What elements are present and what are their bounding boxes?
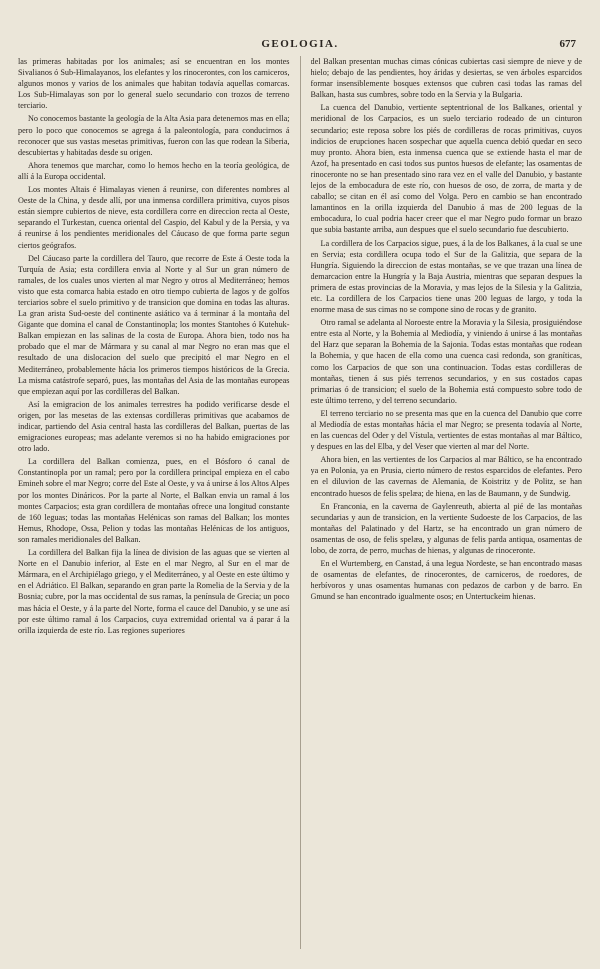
paragraph: las primeras habitadas por los animales; así se encuentran en los montes Sivalianos ó Sub-Himalayanos, los elefantes y los rinocerontes, con los carniceros, algunos monos y varios de los animales que habitan todavía aquellas comarcas. Los Sub-Himalayas son por lo general suelo secundario con trozos de terreno terciario.	[18, 57, 290, 111]
paragraph: En Franconia, en la caverna de Gaylenreuth, abierta al pié de las montañas secundarias y aun de transicion, en la vertiente Sudoeste de los Carpacios, de las montañas del Palatinado y del Hartz, se ha encontrado un gran número de osamentas de oso, de felis spelæa, y algunas de felis parda antiqua, osamentas de lobo, de zorra, de perro, muchas de hienas, y algunas de rinoceronte.	[310, 501, 582, 556]
paragraph: En el Wurtemberg, en Canstad, á una legua Nordeste, se han encontrado masas de osamentas de elefantes, de rinocerontes, de carniceros, de roedores, de herbívoros y unas osamentas humanas con pedazos de carbon y de barro. En Gmund se han encontrado igualmente osos; en Untertuckeim hienas.	[310, 559, 582, 602]
paragraph: Ahora bien, en las vertientes de los Carpacios al mar Báltico, se ha encontrado ya en Polonia, ya en Prusia, cierto número de restos esparcidos de elefantes. Pero en el diluvion de las cavernas de Alemania, de Koistritz y de Politz, se han encontrado huesos de felis spelæa; de hiena, en las de Baumann, y de Sundwig.	[310, 455, 582, 498]
right-column	[311, 56, 583, 949]
text-columns	[18, 56, 582, 949]
paragraph: Así la emigracion de los animales terrestres ha podido verificarse desde el origen, por las mesetas de las extensas cordilleras primitivas que acabamos de indicar, partiendo del Asia central hasta las cordilleras del Balkan, puertas de las emigraciones europeas; mas adelante veremos si no ha habido emigraciones por otro lado.	[18, 399, 290, 454]
paragraph: No conocemos bastante la geología de la Alta Asia para detenernos mas en ella; pero lo poco que conocemos se agrega á la paleontología, para conducirnos á reconocer que sus vastas mesetas primitivas, fueron con las que rodean la Siberia, descubiertas y habitadas desde su origen.	[18, 114, 290, 157]
left-column	[18, 56, 290, 949]
paragraph: La cordillera del Balkan fija la línea de division de las aguas que se vierten al Norte en el Danubio inferior, al Este en el mar Negro, al Sur en el mar de Mármara, en el Archipiélago griego, y el Mediterráneo, y al Oeste en este último y en el Adriático. El Balkan, separando en gran parte la Romelia de la Servia y de la Bosnia; cubre, por la mas occidental de sus ramas, la península de Grecia; un poco mas hácia el Oeste, y á la parte del Norte, forma el cauce del Danubio, y se une así por este último ramal á los Carpacios, cuya extremidad oriental va á parar á la orilla izquierda de este río. Las regiones superiores	[18, 548, 290, 635]
paragraph: del Balkan presentan muchas cimas cónicas cubiertas casi siempre de nieve y de hielo; debajo de las pendientes, hoy áridas y desiertas, se ven árboles esparcidos formar insensiblemente bosques extensos que cubren casi todas las ramas del Balkan, hasta sus cumbres, sobre todo en la Servia y la Bulgaria.	[310, 57, 582, 100]
paragraph: Otro ramal se adelanta al Noroeste entre la Moravia y la Silesia, prosiguiéndose entre esta al Norte, y la Bohemia al Mediodía, y viniendo á unirse á las montañas del Harz que separan la Bohemia de la Sajonia. Todas estas montañas que rodean la Bohemia, y que hacen de ella como una cuenca casi redonda, son graníticas, como los Carpacios de que son una continuacion. Todas estas cordilleras de montañas, tienen á sus piés terrenos secundarios, y en sus costados capas primarias ó de transicion; el suelo de la Bohemia está compuesto sobre todo de este último terreno, y del terreno secundario.	[310, 318, 582, 405]
column-divider	[300, 56, 301, 949]
paragraph: La cordillera del Balkan comienza, pues, en el Bósforo ó canal de Constantinopla por un ramal; pero por la cordillera principal empieza en el cabo Emineh sobre el mar Negro; corre del Este al Oeste, y va á unirse á los Altos Alpes por los montes Dináricos. Por la parte al Norte, el Balkan envia un ramal á los montes Carpacios; esta gran cordillera de montañas ofrece una longitud constante de 160 leguas; todas las montañas Helénicas son ramas del Balkan; los montes Hemus, Rhodope, Ossa, Pelion y todas las montañas Helénicas de los antiguos, son ramales meridionales del Balkan.	[18, 457, 290, 544]
paragraph: Del Cáucaso parte la cordillera del Tauro, que recorre de Este á Oeste toda la Turquía de Asia; esta cordillera envia al Norte y al Sur un gran número de ramales, de los cuales unos vierten al mar Negro y otros al Mediterráneo; hemos visto que esta comarca habia estado en otro tiempo cubierta de lagos y de golfos terciarios sobre el suelo primitivo y de transicion que domina en todas las alturas. La gran arista Sud-oeste del continente asiático va á terminar á la montaña del Gigante que domina el canal de Constantinopla; los montes Stantohes ó Kutehuk-Balkan empiezan en las salinas de la costa de Europa. Ahora bien, todo nos ha probado que el mar de Mármara y su canal al mar Negro no eran mas que el resultado de una dislocacion del suelo que precipitó el mar Negro en el Mediterráneo, probablemente hácia los primeros tiempos históricos de la Grecia. La misma catástrofe separó, pues, las montañas del Asia de las montañas europeas que empiezan aquí por las cordilleras del Balkan.	[18, 253, 290, 396]
paragraph: El terreno terciario no se presenta mas que en la cuenca del Danubio que corre al Mediodía de estas montañas hácia el mar Negro; se presenta todavía al Norte, en las cuencas del Oder y del Vístula, vertientes de estas montañas al mar Báltico, y despues en las del Elba, y del Veser que vierten al mar del Norte.	[310, 408, 582, 452]
paragraph: Ahora tenemos que marchar, como lo hemos hecho en la teoría geológica, de allí á la Europa occidental.	[18, 160, 290, 181]
page-header	[18, 38, 582, 54]
running-title: GEOLOGIA.	[261, 38, 339, 50]
page-number: 677	[559, 38, 576, 50]
paragraph: La cuenca del Danubio, vertiente septentrional de los Balkanes, oriental y meridional de los Carpacios, es un suelo terciario rodeado de un cinturon secundario; este reposa sobre los piés de cordilleras de rocas primitivas, cuyos indicios de erupciones hacen sospechar que aquella cuenca debió quedar en seco muy pronto. Ahora bien, esta inmensa cuenca que se extiende hasta el mar de Azof, ha presentado en casi todos sus puntos huesos de elefante; las osamentas de rinoceronte no se han presentado sino rara vez en el valle del Danubio, y bastante lejos de la embocadura de este río, con huesos de oso, de zorra, de marta y de caballo; se citan en él así como del Volga. Pero en cambio se han encontrado lamantinos en la orilla izquierda del Danubio á mas de 200 leguas de la embocadura, lo cual podria hacer creer que el mar Negro pudo formar un brazo que subia bastante arriba, aun despues que el suelo secundario fue descubierto.	[310, 103, 582, 235]
paragraph: Los montes Altais é Himalayas vienen á reunirse, con diferentes nombres al Oeste de la China, y desde allí, por una inmensa cordillera primitiva, cuyos pisos están siempre cubiertos de nieve, esta cordillera corre en direccion recta al Oeste, separando el Turkestan, cuenca oriental del Caspio, del Kabul y de la Persia, y va á reunirse á los pendientes meridionales del Cáucaso de que forma parte segun ciertos geógrafos.	[18, 185, 290, 250]
paragraph: La cordillera de los Carpacios sigue, pues, á la de los Balkanes, á la cual se une en Servia; esta cordillera ocupa todo el Sur de la Galitzia, que separa de la Hungría. Siguiendo la direccion de estas montañas, se ve que trazan una línea de demarcacion entre la Hungría y la Baja Austria, mientras que separan despues la primera de estas provincias de la Moravia, y mas lejos de la Silesia y la Galitzia, etc. La cordillera de los Carpacios tiene unas 200 leguas de largo, y toda la enorme masa de sus cimas no se compone sino de rocas y de granito.	[310, 238, 582, 315]
